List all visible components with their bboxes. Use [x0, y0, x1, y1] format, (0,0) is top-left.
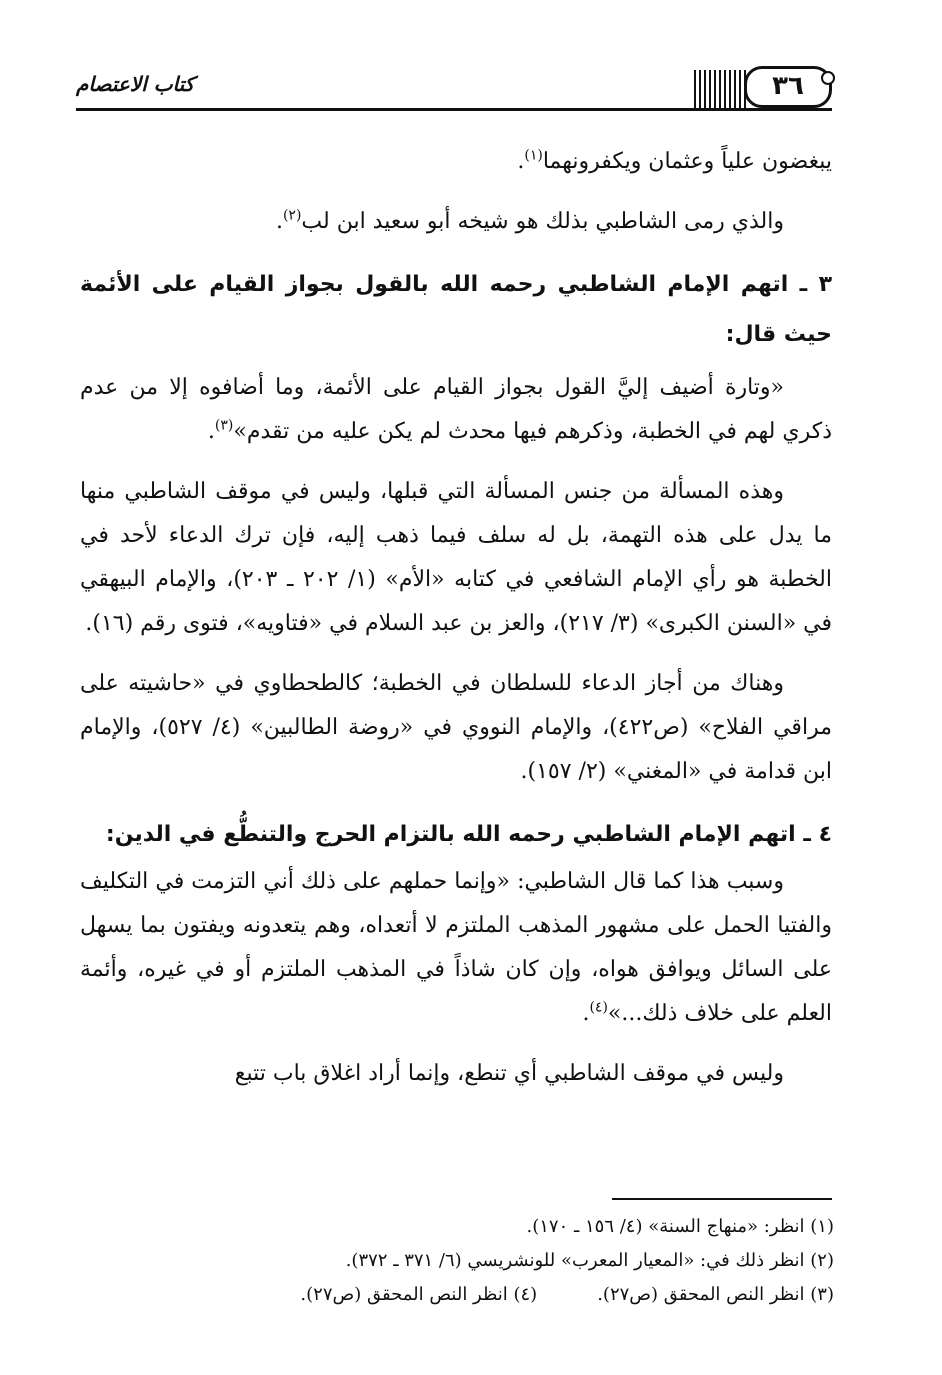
page-header: [76, 56, 832, 118]
paragraph-text: يبغضون علياً وعثمان ويكفرونهما: [542, 149, 832, 174]
paragraph-text: وسبب هذا كما قال الشاطبي: «وإنما حملهم على ذلك أني التزمت في التكليف والفتيا الحمل على مشهور المذهب الملتزم لا أتعداه، وهم يتعدونه ويفتون بما يسهل على السائل ويوافق هواه، وإن كان شاذاً في المذهب الملتزم أو في غيره، وأئمة العلم على خلاف ذلك...»: [80, 869, 832, 1026]
page-number-badge: [744, 66, 832, 108]
footnote-ref: (٢): [282, 207, 302, 224]
footnote-separator: [612, 1198, 832, 1200]
main-text: [80, 140, 832, 1112]
footnote-1: (١) انظر: «منهاج السنة» (٤/ ١٥٦ ـ ١٧٠).: [526, 1216, 834, 1237]
paragraph: والذي رمى الشاطبي بذلك هو شيخه أبو سعيد ابن لب$^{(٢)}$.: [275, 207, 784, 234]
paragraph-text: والذي رمى الشاطبي بذلك هو شيخه أبو سعيد ابن لب: [301, 209, 784, 234]
running-book-title: كتاب الاعتصام: [76, 72, 195, 96]
section-heading: ٣ ـ اتهم الإمام الشاطبي رحمه الله بالقول بجواز القيام على الأئمة حيث قال:: [80, 272, 832, 347]
header-rule: [76, 108, 832, 111]
footnote-ref: (١): [524, 147, 543, 164]
ornament-circle-icon: [821, 71, 835, 85]
footnote-row: [104, 1278, 834, 1312]
footnote-ref: (٤): [589, 999, 608, 1016]
ornament-stripes: [692, 70, 746, 108]
footnote-3: (٣) انظر النص المحقق (ص٢٧).: [597, 1284, 834, 1305]
page-number: ٣٦: [772, 71, 804, 101]
footnote-ref: (٣): [214, 417, 234, 434]
paragraph: وسبب هذا كما قال الشاطبي: «وإنما حملهم على ذلك أني التزمت في التكليف والفتيا الحمل على مشهور المذهب الملتزم لا أتعداه، وهم يتعدونه ويفتون بما يسهل على السائل ويوافق هواه، وإن كان شاذاً في المذهب الملتزم أو في غيره، وأئمة العلم على خلاف ذلك...»$^{(٤)}$.: [80, 869, 832, 1026]
paragraph: وهناك من أجاز الدعاء للسلطان في الخطبة؛ كالطحطاوي في «حاشيته على مراقي الفلاح» (ص٤٢٢)، والإمام النووي في «روضة الطالبين» (٤/ ٥٢٧)، والإمام ابن قدامة في «المغني» (٢/ ١٥٧).: [80, 671, 832, 784]
paragraph: وهذه المسألة من جنس المسألة التي قبلها، وليس في موقف الشاطبي منها ما يدل على هذه التهمة، بل له سلف فيما ذهب إليه، فإن ترك الدعاء لأحد في الخطبة هو رأي الإمام الشافعي في كتابه «الأم» (١/ ٢٠٢ ـ ٢٠٣)، والإمام البيهقي في «السنن الكبرى» (٣/ ٢١٧)، والعز بن عبد السلام في «فتاويه»، فتوى رقم (١٦).: [80, 479, 832, 636]
footnotes: [104, 1210, 834, 1312]
section-heading: ٤ ـ اتهم الإمام الشاطبي رحمه الله بالتزام الحرج والتنطُّع في الدين:: [105, 822, 832, 847]
quote-text: «وتارة أضيف إليَّ القول بجواز القيام على الأئمة، وما أضافوه إلا من عدم ذكري لهم في الخطبة، وذكرهم فيها محدث لم يكن عليه من تقدم»: [80, 375, 832, 444]
footnote-4: (٤) انظر النص المحقق (ص٢٧).: [300, 1284, 538, 1305]
footnote-2: (٢) انظر ذلك في: «المعيار المعرب» للونشريسي (٦/ ٣٧١ ـ ٣٧٢).: [345, 1250, 834, 1271]
paragraph: يبغضون علياً وعثمان ويكفرونهما$^{(١)}$.: [517, 147, 832, 174]
quote-paragraph: «وتارة أضيف إليَّ القول بجواز القيام على الأئمة، وما أضافوه إلا من عدم ذكري لهم في الخطبة، وذكرهم فيها محدث لم يكن عليه من تقدم»$^{(٣)}$.: [80, 375, 832, 444]
paragraph: وليس في موقف الشاطبي أي تنطع، وإنما أراد اغلاق باب تتبع: [234, 1061, 784, 1086]
